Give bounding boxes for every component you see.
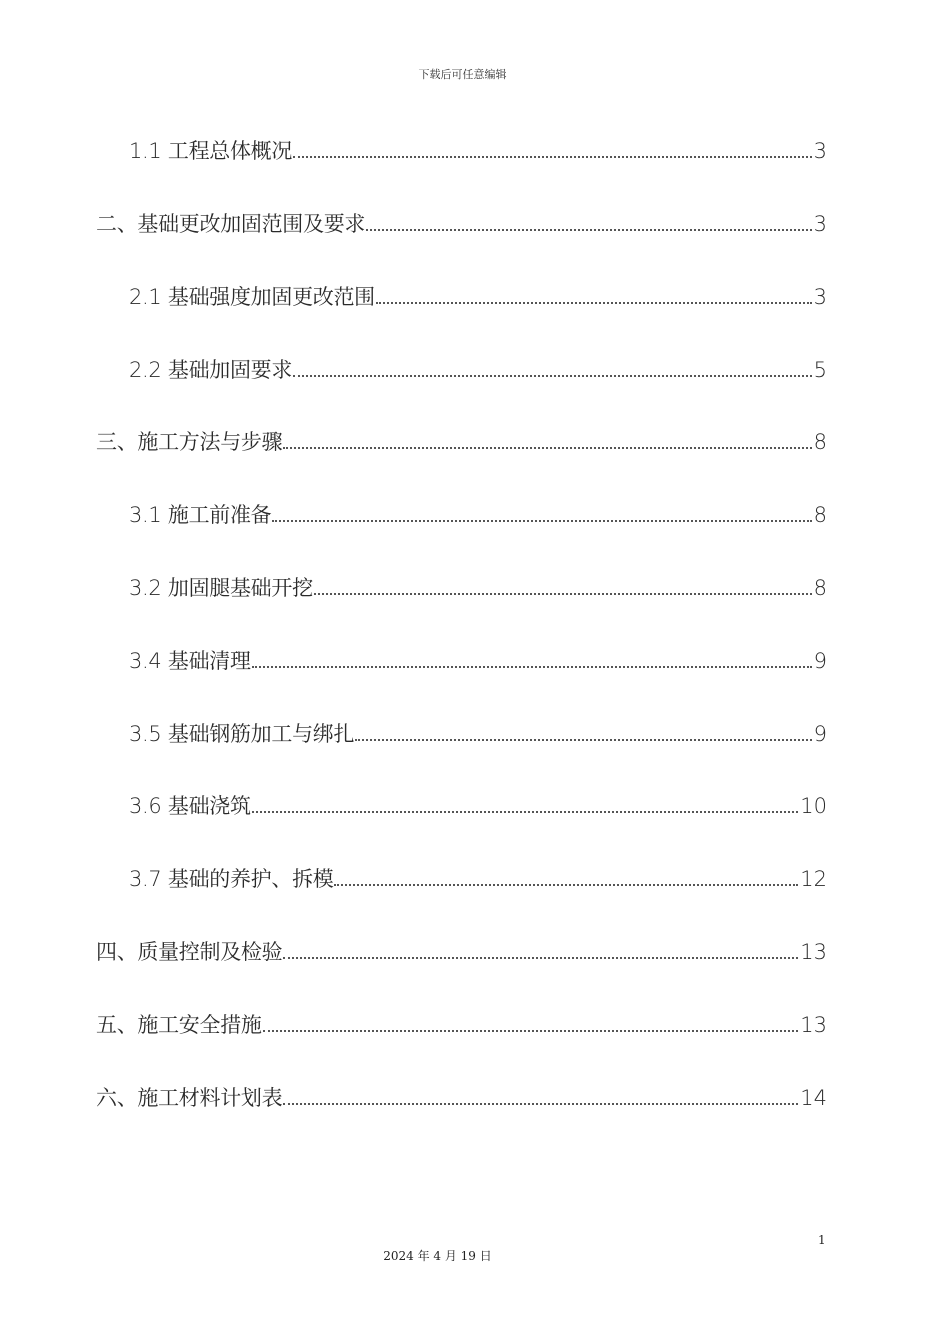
toc-leader-dots <box>283 957 798 959</box>
toc-entry-page: 13 <box>800 940 827 964</box>
toc-entry-page: 8 <box>813 430 827 454</box>
toc-entry-label: 3.1 施工前准备 <box>129 503 272 527</box>
toc-entry-label: 五、施工安全措施 <box>96 1013 262 1037</box>
toc-entry-page: 14 <box>800 1086 827 1110</box>
toc-entry-page: 5 <box>813 358 827 382</box>
toc-entry[interactable] <box>129 282 827 312</box>
toc-entry[interactable] <box>96 1010 827 1040</box>
toc-entry-label: 3.6 基础浇筑 <box>129 794 251 818</box>
toc-entry-label: 二、基础更改加固范围及要求 <box>96 212 366 236</box>
toc-leader-dots <box>252 811 799 813</box>
page-number: 1 <box>818 1233 826 1247</box>
toc-entry[interactable] <box>129 791 827 821</box>
toc-leader-dots <box>263 1030 799 1032</box>
toc-entry-label: 3.5 基础钢筋加工与绑扎 <box>129 722 355 746</box>
toc-leader-dots <box>355 739 811 741</box>
toc-entry-page: 13 <box>800 1013 827 1037</box>
toc-leader-dots <box>366 229 812 231</box>
toc-entry-label: 三、施工方法与步骤 <box>96 430 283 454</box>
toc-entry-page: 10 <box>800 794 827 818</box>
toc-entry[interactable] <box>96 937 827 967</box>
toc-leader-dots <box>283 447 811 449</box>
toc-entry[interactable] <box>129 500 827 530</box>
toc-entry-label: 四、质量控制及检验 <box>96 940 283 964</box>
toc-entry-label: 1.1 工程总体概况 <box>129 139 293 163</box>
toc-entry-page: 9 <box>813 649 827 673</box>
toc-entry[interactable] <box>129 355 827 385</box>
toc-entry[interactable] <box>129 136 827 166</box>
toc-entry-page: 3 <box>813 212 827 236</box>
toc-entry[interactable] <box>129 719 827 749</box>
toc-entry-label: 3.4 基础清理 <box>129 649 251 673</box>
footer-date: 2024 年 4 月 19 日 <box>383 1249 492 1263</box>
toc-entry[interactable] <box>129 646 827 676</box>
toc-entry-label: 3.7 基础的养护、拆模 <box>129 867 334 891</box>
toc-entry-label: 2.1 基础强度加固更改范围 <box>129 285 375 309</box>
toc-leader-dots <box>293 156 812 158</box>
toc-entry[interactable] <box>96 1083 827 1113</box>
toc-entry[interactable] <box>129 864 827 894</box>
toc-entry-label: 2.2 基础加固要求 <box>129 358 293 382</box>
toc-entry[interactable] <box>96 209 827 239</box>
toc-entry-page: 3 <box>813 285 827 309</box>
toc-entry[interactable] <box>129 573 827 603</box>
toc-leader-dots <box>283 1103 798 1105</box>
toc-leader-dots <box>314 593 812 595</box>
toc-leader-dots <box>272 520 811 522</box>
toc-entry-page: 8 <box>813 503 827 527</box>
toc-entry-label: 六、施工材料计划表 <box>96 1086 283 1110</box>
toc-entry-page: 8 <box>813 576 827 600</box>
toc-leader-dots <box>293 375 812 377</box>
toc-leader-dots <box>334 884 798 886</box>
toc-leader-dots <box>252 666 812 668</box>
toc-leader-dots <box>376 302 812 304</box>
toc-entry-page: 9 <box>813 722 827 746</box>
toc-entry-label: 3.2 加固腿基础开挖 <box>129 576 313 600</box>
page-header: 下载后可任意编辑 <box>418 68 507 81</box>
toc-entry-page: 3 <box>813 139 827 163</box>
toc-entry[interactable] <box>96 427 827 457</box>
toc-entry-page: 12 <box>800 867 827 891</box>
